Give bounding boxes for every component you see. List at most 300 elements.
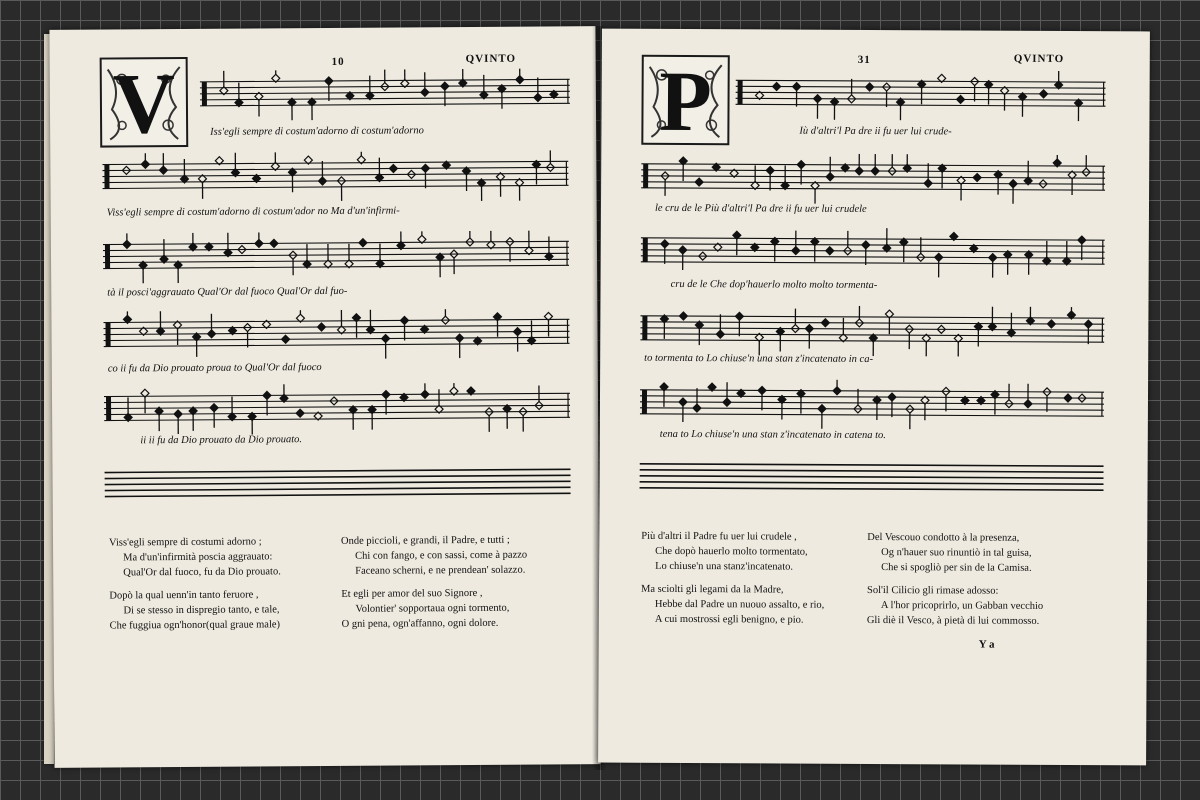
music-staff bbox=[200, 68, 570, 99]
clef-icon bbox=[642, 390, 647, 414]
lyric-line: Viss'egli sempre di costum'adorno di costum'ador no Ma d'un'infirmi- bbox=[106, 205, 400, 219]
poem-line: Viss'egli sempre di costumi adorno ; bbox=[108, 536, 262, 549]
staff-line bbox=[102, 161, 568, 164]
note-icon bbox=[516, 68, 524, 83]
note-icon bbox=[255, 92, 263, 116]
note-icon bbox=[503, 405, 511, 429]
poem-column-right bbox=[867, 530, 1044, 629]
note-icon bbox=[811, 182, 819, 206]
note-icon bbox=[695, 178, 703, 186]
note-icon bbox=[493, 313, 501, 337]
note-icon bbox=[1018, 93, 1026, 117]
note-icon bbox=[922, 334, 930, 357]
staff-graphic bbox=[641, 227, 1105, 279]
note-icon bbox=[781, 166, 789, 190]
right-page bbox=[598, 29, 1150, 766]
note-icon bbox=[139, 261, 147, 283]
note-icon bbox=[525, 231, 533, 255]
clef-icon bbox=[105, 322, 110, 346]
note-icon bbox=[296, 409, 304, 417]
note-icon bbox=[376, 244, 384, 268]
music-staff bbox=[103, 308, 569, 339]
music-staff bbox=[641, 153, 1105, 183]
poem-line: A l'hor pricoprirlo, un Gabban vecchio bbox=[880, 600, 1044, 612]
note-icon bbox=[141, 389, 149, 413]
note-icon bbox=[1055, 69, 1063, 89]
staff-line bbox=[104, 417, 570, 420]
staff-line bbox=[640, 322, 1104, 324]
note-icon bbox=[368, 406, 376, 430]
note-icon bbox=[318, 161, 326, 185]
note-icon bbox=[459, 68, 467, 87]
note-icon bbox=[381, 68, 389, 90]
staff-line bbox=[641, 182, 1105, 184]
staff-line bbox=[640, 482, 1104, 484]
staff-line bbox=[104, 405, 570, 408]
note-icon bbox=[1078, 236, 1086, 260]
note-icon bbox=[389, 164, 397, 172]
note-icon bbox=[357, 150, 365, 163]
staff-line bbox=[641, 244, 1105, 246]
staff-line bbox=[103, 265, 569, 268]
staff-line bbox=[640, 316, 1104, 318]
note-icon bbox=[174, 410, 182, 434]
note-icon bbox=[771, 237, 779, 261]
lyric-line: to tormenta to Lo chiuse'n una stan z'incatenato in ca- bbox=[644, 352, 873, 365]
note-icon bbox=[263, 391, 271, 415]
note-icon bbox=[441, 82, 449, 106]
staff-graphic bbox=[735, 69, 1105, 121]
poem-line: O gni pena, ogn'affanno, ogni dolore. bbox=[341, 617, 499, 630]
note-icon bbox=[180, 159, 188, 183]
note-icon bbox=[345, 244, 353, 268]
note-icon bbox=[758, 386, 766, 410]
note-icon bbox=[324, 244, 332, 268]
music-staff bbox=[641, 227, 1105, 257]
music-staff bbox=[103, 230, 569, 261]
staff-line bbox=[641, 164, 1105, 166]
staff-graphic bbox=[640, 305, 1104, 357]
empty-staff bbox=[640, 453, 1104, 483]
note-icon bbox=[773, 82, 781, 90]
note-icon bbox=[436, 253, 444, 277]
note-icon bbox=[462, 167, 470, 191]
staff-line bbox=[200, 91, 570, 94]
note-icon bbox=[155, 407, 163, 431]
note-icon bbox=[544, 312, 552, 336]
staff-line bbox=[640, 396, 1104, 398]
note-icon bbox=[189, 407, 197, 431]
note-icon bbox=[900, 238, 908, 262]
clef-icon bbox=[104, 164, 109, 188]
music-staff bbox=[102, 150, 568, 181]
staff-graphic bbox=[104, 382, 570, 435]
staff-line bbox=[102, 179, 568, 182]
drop-cap bbox=[100, 55, 189, 152]
note-icon bbox=[660, 315, 668, 339]
note-icon bbox=[382, 391, 390, 415]
note-icon bbox=[833, 379, 841, 395]
note-icon bbox=[527, 321, 535, 345]
note-icon bbox=[1074, 99, 1082, 121]
note-icon bbox=[766, 166, 774, 190]
poem-line: Che fuggiua ogn'honor(qual graue male) bbox=[109, 619, 281, 632]
note-icon bbox=[862, 241, 870, 265]
note-icon bbox=[693, 388, 701, 412]
note-icon bbox=[871, 153, 879, 175]
note-icon bbox=[173, 321, 181, 345]
note-icon bbox=[487, 230, 495, 249]
music-staff bbox=[640, 379, 1104, 409]
note-icon bbox=[545, 236, 553, 260]
note-icon bbox=[401, 68, 409, 87]
note-icon bbox=[159, 150, 167, 174]
note-icon bbox=[991, 391, 999, 415]
staff-line bbox=[200, 85, 570, 88]
poem-line: Lo chiuse'n una stanz'incatenato. bbox=[655, 560, 794, 573]
note-icon bbox=[272, 68, 280, 82]
note-icon bbox=[985, 81, 993, 105]
note-icon bbox=[826, 247, 834, 255]
part-name: QVINTO bbox=[1013, 52, 1065, 65]
page-number: 31 bbox=[857, 53, 871, 66]
poem-line: Qual'Or dal fuoco, fu da Dio prouato. bbox=[123, 566, 281, 579]
note-icon bbox=[661, 240, 669, 264]
staff-line bbox=[640, 414, 1104, 416]
note-icon bbox=[534, 77, 542, 101]
note-icon bbox=[1053, 153, 1061, 167]
note-icon bbox=[435, 389, 443, 413]
lyric-line: co ii fu da Dio prouato proua to Qual'Or dal fuoco bbox=[107, 362, 322, 375]
clef-icon bbox=[106, 396, 111, 420]
poem-line: Di se stesso in dispregio tanto, e tale, bbox=[123, 604, 280, 617]
page-number: 10 bbox=[331, 55, 345, 68]
staff-line bbox=[641, 250, 1105, 252]
staff-graphic bbox=[103, 308, 569, 361]
note-icon bbox=[498, 85, 506, 109]
staff-line bbox=[640, 408, 1104, 410]
clef-icon bbox=[738, 80, 743, 104]
note-icon bbox=[988, 307, 996, 331]
note-icon bbox=[888, 393, 896, 417]
note-icon bbox=[1084, 320, 1092, 344]
note-icon bbox=[1024, 384, 1032, 408]
note-icon bbox=[811, 238, 819, 262]
note-icon bbox=[477, 179, 485, 203]
note-icon bbox=[938, 164, 946, 188]
note-icon bbox=[231, 153, 239, 177]
staff-line bbox=[736, 104, 1106, 106]
staff-line bbox=[105, 481, 571, 484]
poem-line: Che dopò hauerlo molto tormentato, bbox=[655, 545, 808, 558]
drop-cap-letter: V bbox=[112, 55, 176, 152]
music-staff bbox=[736, 69, 1106, 99]
note-icon bbox=[776, 327, 784, 351]
note-icon bbox=[514, 328, 522, 352]
note-icon bbox=[830, 98, 838, 121]
note-icon bbox=[793, 83, 801, 107]
poem-line: Volontier' sopportaua ogni tormento, bbox=[355, 602, 510, 615]
note-icon bbox=[1009, 180, 1017, 204]
staff-line bbox=[641, 262, 1105, 264]
note-icon bbox=[818, 405, 826, 429]
note-icon bbox=[480, 75, 488, 99]
staff-graphic bbox=[200, 68, 570, 121]
note-icon bbox=[695, 321, 703, 345]
note-icon bbox=[883, 228, 891, 252]
note-icon bbox=[918, 80, 926, 104]
poem-line: Chi con fango, e con sassi, come à pazzo bbox=[355, 549, 528, 562]
note-icon bbox=[924, 163, 932, 187]
staff-line bbox=[640, 402, 1104, 404]
staff-line bbox=[105, 493, 571, 496]
staff-line bbox=[641, 176, 1105, 178]
note-icon bbox=[421, 72, 429, 96]
note-icon bbox=[366, 76, 374, 100]
note-icon bbox=[1040, 90, 1048, 98]
note-icon bbox=[679, 398, 687, 422]
staff-line bbox=[641, 238, 1105, 240]
staff-line bbox=[105, 475, 571, 478]
note-icon bbox=[954, 334, 962, 357]
note-icon bbox=[421, 382, 429, 398]
note-icon bbox=[994, 171, 1002, 195]
note-icon bbox=[903, 153, 911, 172]
note-icon bbox=[957, 176, 965, 200]
clef-icon bbox=[643, 238, 648, 262]
note-icon bbox=[228, 397, 236, 421]
staff-line bbox=[105, 469, 571, 472]
note-icon bbox=[723, 382, 731, 406]
staff-graphic bbox=[104, 458, 570, 511]
note-icon bbox=[866, 83, 874, 91]
poem-line: Gli diè il Vesco, à pietà di lui commosso. bbox=[866, 614, 1040, 627]
note-icon bbox=[270, 239, 278, 247]
left-page bbox=[49, 26, 600, 768]
lyric-line: Iss'egli sempre di costum'adorno di costum'adorno bbox=[210, 125, 424, 138]
note-icon bbox=[317, 323, 325, 331]
note-icon bbox=[989, 254, 997, 278]
note-icon bbox=[303, 244, 311, 268]
staff-line bbox=[104, 343, 570, 346]
staff-line bbox=[102, 167, 568, 170]
note-icon bbox=[679, 246, 687, 270]
staff-line bbox=[200, 103, 570, 106]
note-icon bbox=[679, 157, 687, 181]
note-icon bbox=[873, 396, 881, 420]
note-icon bbox=[496, 173, 504, 197]
staff-line bbox=[104, 393, 570, 396]
note-icon bbox=[282, 335, 290, 343]
note-icon bbox=[456, 334, 464, 358]
poem-column-right bbox=[341, 533, 528, 632]
poem-line: Più d'altri il Padre fu uer lui crudele , bbox=[641, 530, 797, 543]
note-icon bbox=[207, 314, 215, 338]
note-icon bbox=[1068, 171, 1076, 195]
poem-line: Del Vescouo condotto à la presenza, bbox=[867, 531, 1020, 544]
staff-line bbox=[641, 188, 1105, 190]
note-icon bbox=[189, 230, 197, 251]
lyric-line: Iù d'altri'l Pa dre ii fu uer lui crude- bbox=[799, 125, 952, 138]
poem-line: Che si spogliò per sin de la Camisa. bbox=[881, 562, 1032, 574]
note-icon bbox=[888, 153, 896, 175]
lyric-line: le cru de le Più d'altri'l Pa dre ii fu uer lui crudele bbox=[654, 202, 867, 215]
note-icon bbox=[123, 230, 131, 248]
staff-line bbox=[640, 328, 1104, 330]
staff-line bbox=[640, 464, 1104, 466]
note-icon bbox=[248, 412, 256, 435]
clef-icon bbox=[105, 244, 110, 268]
note-icon bbox=[220, 71, 228, 95]
note-icon bbox=[1043, 241, 1051, 265]
note-icon bbox=[141, 150, 149, 168]
staff-graphic bbox=[640, 379, 1104, 431]
note-icon bbox=[418, 230, 426, 243]
note-icon bbox=[532, 160, 540, 184]
note-icon bbox=[821, 319, 829, 327]
poem-line: Onde piccioli, e grandi, il Padre, e tutti ; bbox=[340, 534, 510, 547]
note-icon bbox=[733, 231, 741, 255]
note-icon bbox=[1026, 305, 1034, 325]
lyric-line: tena to Lo chiuse'n una stan z'incatenato in catena to. bbox=[659, 428, 886, 442]
clef-icon bbox=[202, 82, 207, 106]
note-icon bbox=[1004, 251, 1012, 275]
note-icon bbox=[679, 312, 687, 320]
note-icon bbox=[421, 164, 429, 188]
note-icon bbox=[337, 310, 345, 334]
part-name: QVINTO bbox=[465, 52, 517, 66]
lyric-line: ii ii fu da Dio prouato da Dio prouato. bbox=[140, 434, 303, 447]
note-icon bbox=[466, 230, 474, 246]
note-icon bbox=[1067, 305, 1075, 319]
poem-line: Faceano scherni, e ne prendean' solazzo. bbox=[355, 564, 526, 577]
note-icon bbox=[124, 397, 132, 421]
note-icon bbox=[813, 95, 821, 119]
clef-icon bbox=[642, 316, 647, 340]
staff-line bbox=[640, 476, 1104, 478]
staff-line bbox=[640, 488, 1104, 490]
note-icon bbox=[778, 395, 786, 419]
poem-line: Ma sciolti gli legami da la Madre, bbox=[640, 583, 784, 596]
note-icon bbox=[193, 333, 201, 357]
note-icon bbox=[359, 239, 367, 247]
staff-line bbox=[103, 247, 569, 250]
note-icon bbox=[935, 253, 943, 277]
note-icon bbox=[855, 153, 863, 175]
staff-line bbox=[105, 487, 571, 490]
note-icon bbox=[382, 335, 390, 359]
note-icon bbox=[224, 233, 232, 257]
drop-cap bbox=[641, 52, 729, 150]
poem-line: Et egli per amor del suo Signore , bbox=[341, 587, 483, 600]
staff-graphic bbox=[102, 150, 568, 203]
clef-icon bbox=[643, 164, 648, 188]
note-icon bbox=[255, 230, 263, 247]
note-icon bbox=[1007, 313, 1015, 337]
signature-mark: Y a bbox=[978, 638, 995, 651]
note-icon bbox=[1001, 87, 1009, 111]
note-icon bbox=[296, 308, 304, 322]
note-icon bbox=[855, 305, 863, 327]
note-icon bbox=[974, 323, 982, 347]
staff-line bbox=[103, 259, 569, 262]
note-icon bbox=[308, 98, 316, 121]
note-icon bbox=[1063, 241, 1071, 265]
note-icon bbox=[957, 95, 965, 103]
note-icon bbox=[792, 231, 800, 255]
note-icon bbox=[1047, 320, 1055, 328]
staff-line bbox=[104, 337, 570, 340]
poem-line: Og n'hauer suo rinuntiò in tal guisa, bbox=[881, 547, 1032, 559]
note-icon bbox=[156, 311, 164, 335]
staff-line bbox=[103, 241, 569, 244]
staff-line bbox=[640, 470, 1104, 472]
note-icon bbox=[397, 230, 405, 249]
staff-graphic bbox=[639, 453, 1103, 505]
note-icon bbox=[716, 314, 724, 338]
note-icon bbox=[805, 325, 813, 349]
note-icon bbox=[1064, 394, 1072, 402]
staff-line bbox=[736, 92, 1106, 94]
note-icon bbox=[288, 98, 296, 121]
staff-graphic bbox=[641, 153, 1105, 205]
lyric-line: cru de le Che dop'hauerlo molto molto tormenta- bbox=[670, 278, 878, 292]
staff-line bbox=[104, 331, 570, 334]
staff-line bbox=[103, 319, 569, 322]
note-icon bbox=[839, 318, 847, 342]
note-icon bbox=[735, 312, 743, 336]
lyric-line: tà il posci'aggrauato Qual'Or dal fuoco Qual'Or dal fuo- bbox=[107, 285, 348, 299]
poem-line: Hebbe dal Padre un nuouo assalto, e rio, bbox=[654, 598, 825, 611]
poem-column-left bbox=[109, 534, 281, 633]
note-icon bbox=[366, 310, 374, 334]
staff-line bbox=[103, 185, 569, 188]
note-icon bbox=[349, 406, 357, 430]
note-icon bbox=[1025, 251, 1033, 275]
note-icon bbox=[660, 383, 668, 407]
note-icon bbox=[280, 382, 288, 402]
note-icon bbox=[797, 390, 805, 414]
music-staff bbox=[104, 382, 570, 413]
empty-staff bbox=[104, 458, 570, 489]
poem-line: A cui mostrossi egli benigno, e pio. bbox=[654, 613, 804, 626]
poem-line: Dopò la qual uenn'in tanto feruore , bbox=[109, 589, 259, 602]
note-icon bbox=[325, 77, 333, 101]
note-icon bbox=[174, 261, 182, 284]
note-icon bbox=[896, 98, 904, 121]
note-icon bbox=[973, 174, 981, 182]
staff-graphic bbox=[103, 230, 569, 283]
staff-line bbox=[640, 390, 1104, 392]
note-icon bbox=[441, 308, 449, 324]
note-icon bbox=[123, 308, 131, 323]
poem-line: Ma d'un'infirmità poscia aggrauato: bbox=[123, 551, 273, 564]
note-icon bbox=[450, 382, 458, 395]
note-icon bbox=[797, 161, 805, 185]
drop-cap-letter: P bbox=[659, 52, 713, 150]
staff-line bbox=[103, 253, 569, 256]
staff-line bbox=[641, 256, 1105, 258]
note-icon bbox=[1024, 161, 1032, 185]
note-icon bbox=[751, 165, 759, 189]
note-icon bbox=[235, 83, 243, 107]
music-staff bbox=[640, 305, 1104, 335]
note-icon bbox=[288, 168, 296, 192]
note-icon bbox=[515, 179, 523, 203]
note-icon bbox=[271, 150, 279, 170]
note-icon bbox=[210, 404, 218, 428]
note-icon bbox=[826, 157, 834, 181]
